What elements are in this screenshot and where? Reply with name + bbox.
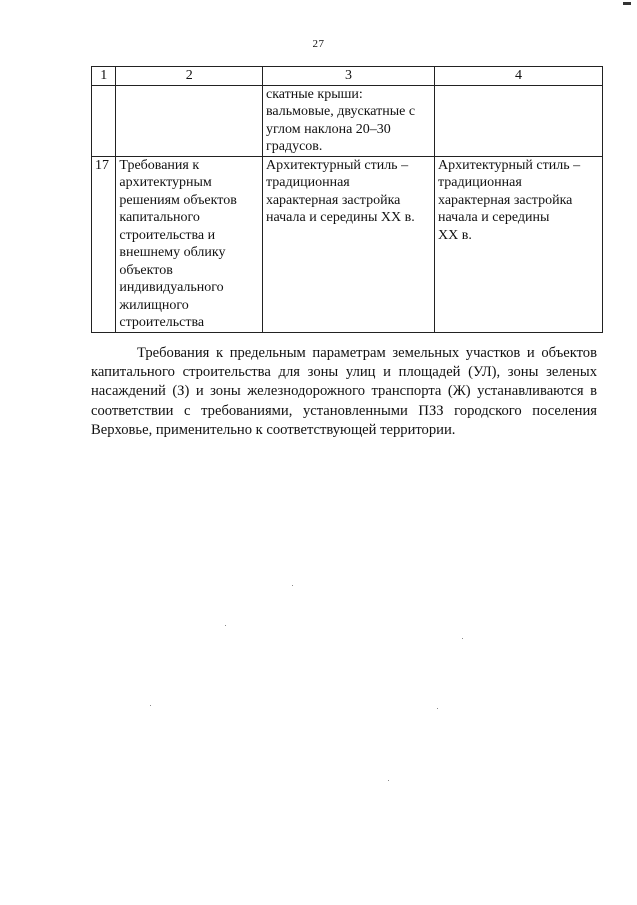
- scan-speck: [462, 638, 463, 639]
- header-col-2: 2: [116, 67, 263, 86]
- header-col-1: 1: [92, 67, 116, 86]
- body-paragraph: Требования к предельным параметрам земельных участков и объектов капитального строительства для зоны улиц и площадей (УЛ), зоны зеленых насаждений (З) и зоны железнодорожного транспорта (Ж) устанавливаются в соответствии с требованиями, установленными ПЗЗ городского поселения Верховье, применительно к соответствующей территории.: [91, 345, 597, 438]
- table-header-row: [92, 67, 603, 86]
- row-col4-cell: Архитектурный стиль – традиционная характерная застройка начала и середины XX в.: [435, 156, 603, 332]
- page-number: 27: [312, 38, 325, 50]
- scan-speck: [150, 705, 151, 706]
- header-col-4: 4: [435, 67, 603, 86]
- scan-speck: [388, 780, 389, 781]
- table-row: [92, 85, 603, 156]
- scan-speck: [292, 585, 293, 586]
- requirements-table: [91, 66, 603, 333]
- scan-speck: [225, 625, 226, 626]
- row-col4-cell: [435, 85, 603, 156]
- row-col3-cell: Архитектурный стиль – традиционная характерная застройка начала и середины XX в.: [263, 156, 435, 332]
- row-col3-cell: скатные крыши: вальмовые, двускатные с углом наклона 20–30 градусов.: [263, 85, 435, 156]
- row-number-cell: [92, 85, 116, 156]
- scan-speck: [437, 708, 438, 709]
- row-name-cell: [116, 85, 263, 156]
- scan-edge-mark: [623, 2, 631, 5]
- row-name-cell: Требования к архитектурным решениям объектов капитального строительства и внешнему облику объектов индивидуального жилищного строительства: [116, 156, 263, 332]
- header-col-3: 3: [263, 67, 435, 86]
- row-number-cell: 17: [92, 156, 116, 332]
- table-row: [92, 156, 603, 332]
